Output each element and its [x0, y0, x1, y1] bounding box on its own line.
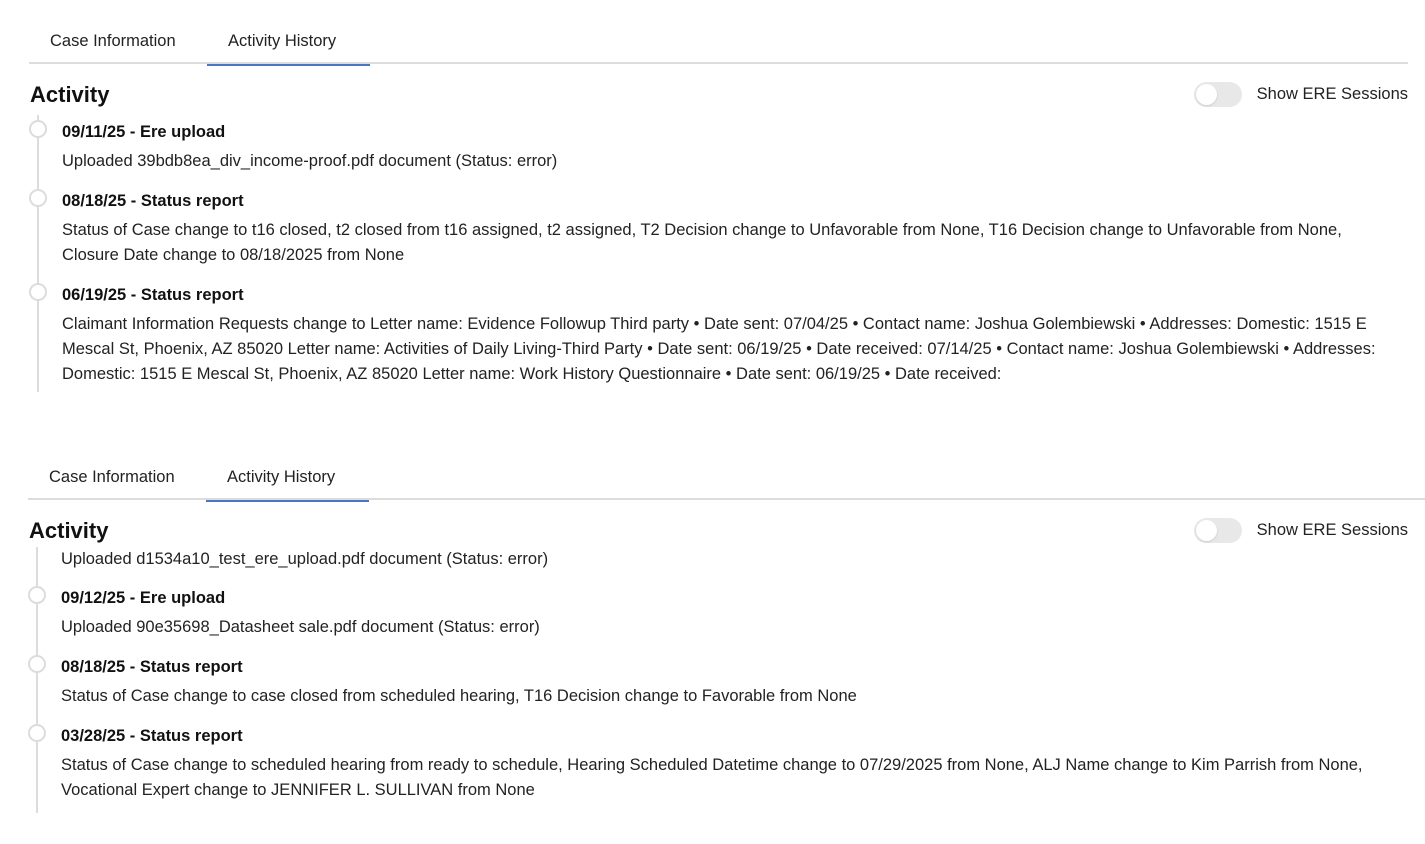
entry-title: 03/28/25 - Status report [61, 727, 243, 745]
entry-title: 09/12/25 - Ere upload [61, 589, 226, 607]
entry-title: 06/19/25 - Status report [62, 286, 244, 304]
timeline-node-icon [29, 120, 47, 138]
timeline-entry [28, 547, 1425, 581]
section-title: Activity [29, 518, 109, 543]
timeline-node-icon [28, 586, 46, 604]
tab-bar [29, 22, 1408, 64]
toggle-knob [1196, 520, 1217, 541]
timeline-node-icon [29, 189, 47, 207]
timeline-entry [28, 581, 1425, 650]
entry-description: Status of Case change to scheduled hearing from ready to schedule, Hearing Scheduled Datetime change to 07/29/2025 from None, ALJ Name change to Kim Parrish from None, Vocational Expert change to JENNIFER L. SULLIVAN from None [61, 756, 1363, 799]
activity-panel-1 [0, 0, 1425, 392]
section-title: Activity [30, 82, 110, 107]
entry-description: Uploaded d1534a10_test_ere_upload.pdf document (Status: error) [61, 550, 549, 568]
tab-activity-history[interactable]: Activity History [206, 458, 369, 500]
activity-timeline [28, 547, 1425, 813]
tab-activity-history[interactable]: Activity History [207, 22, 370, 64]
timeline-entry [29, 115, 1408, 184]
timeline-entry [28, 650, 1425, 719]
entry-title: 09/11/25 - Ere upload [62, 123, 226, 141]
show-ere-sessions-toggle[interactable] [1194, 82, 1242, 107]
toggle-label: Show ERE Sessions [1256, 521, 1408, 539]
tab-case-information[interactable]: Case Information [50, 32, 176, 50]
show-ere-sessions-toggle[interactable] [1194, 518, 1242, 543]
toggle-label: Show ERE Sessions [1256, 85, 1408, 103]
entry-title: 08/18/25 - Status report [62, 192, 244, 210]
entry-title: 08/18/25 - Status report [61, 658, 243, 676]
timeline-node-icon [29, 283, 47, 301]
entry-description: Uploaded 90e35698_Datasheet sale.pdf document (Status: error) [61, 618, 540, 636]
tab-bar [28, 458, 1425, 500]
tab-case-information[interactable]: Case Information [49, 468, 175, 486]
show-ere-sessions-control [1194, 82, 1408, 107]
timeline-entry [29, 278, 1408, 392]
activity-timeline [29, 115, 1408, 392]
activity-panel-2 [0, 436, 1425, 844]
entry-description: Status of Case change to t16 closed, t2 closed from t16 assigned, t2 assigned, T2 Decision change to Unfavorable from None, T16 Decision change to Unfavorable from None, Closure Date change to 08/18/2025 from None [62, 221, 1342, 264]
timeline-entry [29, 184, 1408, 278]
timeline-node-icon [28, 724, 46, 742]
show-ere-sessions-control [1194, 518, 1408, 543]
entry-description: Claimant Information Requests change to Letter name: Evidence Followup Third party • Date sent: 07/04/25 • Contact name: Joshua Golembiewski • Addresses: Domestic: 1515 E Mescal St, Phoenix, AZ 85020 Letter name: Activities of Daily Living-Third Party • Date sent: 06/19/25 • Date received: 07/14/25 • Contact name: Joshua Golembiewski • Addresses: Domestic: 1515 E Mescal St, Phoenix, AZ 85020 Letter name: Work History Questionnaire • Date sent: 06/19/25 • Date received: [62, 315, 1376, 383]
timeline-node-icon [28, 655, 46, 673]
entry-description: Uploaded 39bdb8ea_div_income-proof.pdf document (Status: error) [62, 152, 558, 170]
toggle-knob [1196, 84, 1217, 105]
timeline-entry [28, 719, 1425, 813]
entry-description: Status of Case change to case closed from scheduled hearing, T16 Decision change to Favorable from None [61, 687, 857, 705]
